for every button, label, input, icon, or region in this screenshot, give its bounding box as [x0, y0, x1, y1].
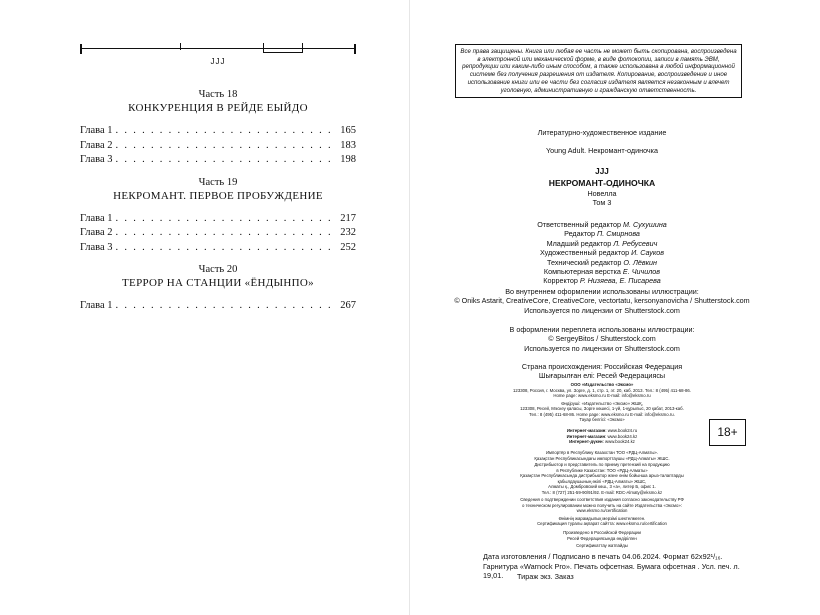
- author-name: JJJ: [595, 167, 609, 176]
- staff-line: Художественный редактор И. Сауков: [539, 248, 664, 258]
- book-subtitle: Новелла: [587, 189, 617, 198]
- distributor-info: Импортёр в Республику Казахстан ТОО «РДЦ-Алматы». Қазақстан Республикасындағы импорттаушы «РДЦ-Алматы» ЖШС. Дистрибьютор и представитель по приему претензий на продукцию в Республике Казахстан: ТОО «РДЦ-Алматы» Қазақстан Республикасында дистрибьютор және өнім бойынша арыз-талаптарды қабылдаушының өкілі «РДЦ-Алматы» ЖШС, Алматы қ., Домбровский көш., 3 «а», литер Б, офис 1. Тел.: 8 (727) 251-59-90/91/92. E-mail: RDC-Almaty@eksmo.kz: [520, 450, 684, 495]
- dot-leader: [116, 241, 338, 256]
- page-number: 198: [340, 154, 356, 165]
- staff-line: Младший редактор Л. Ребусевич: [546, 238, 658, 248]
- staff-line: Редактор П. Смирнова: [564, 229, 640, 239]
- staff-line: Ответственный редактор М. Сухушина: [537, 220, 667, 229]
- part-number: Часть 20: [198, 264, 238, 275]
- book-title: НЕКРОМАНТ-ОДИНОЧКА: [548, 178, 656, 188]
- dot-leader: [116, 153, 338, 168]
- chapter-label: Глава 1: [80, 125, 113, 136]
- toc-part: [80, 263, 356, 314]
- part-title: ТЕРРОР НА СТАНЦИИ «ЁНДЫНПО»: [122, 277, 314, 289]
- copyright-notice: Все права защищены. Книга или любая ее часть не может быть скопирована, воспроизведена в электронной или механической форме, в виде фотокопии, записи в память ЭВМ, репродукции или каким-либо иным способом, а также использована в любой информационной системе без получения разрешения от издателя. Копирование, воспроизведение и иное использование книги или ее части без согласия издателя является незаконным и влечет уголовную, административную и гражданскую ответственность.: [455, 44, 742, 98]
- staff-line: Компьютерная верстка Е. Чичилов: [543, 267, 661, 277]
- chapter-label: Глава 1: [80, 300, 113, 311]
- toc-entry[interactable]: [80, 299, 356, 314]
- certification-info: Сведения о подтверждении соответствия издания согласно законодательству РФ о техническом регулировании можно получить на сайте Издательства «Эксмо»: www.eksmo.ru/certification Өнімнің жарамдылық мерзімі шектелмеген. Сертификация туралы ақпарат сайтта: www.eksmo.ru/certification: [520, 497, 684, 526]
- online-shops: Интернет-магазин: www.book24.ru Интернет-магазин: www.book24.kz Интернет-дүкен: www.book24.kz: [566, 428, 638, 444]
- toc-part: [80, 176, 356, 256]
- toc-part: [80, 88, 356, 168]
- chapter-label: Глава 2: [80, 139, 113, 151]
- book-gutter: [409, 0, 410, 615]
- part-number: Часть 18: [198, 89, 238, 100]
- print-info-typeface: Гарнитура «Warnock Pro». Печать офсетная. Бумага офсетная . Усл. печ. л. 19,01.: [483, 562, 740, 581]
- genre-line: Литературно-художественное издание: [537, 128, 667, 137]
- publisher-info: ООО «Издательство «Эксмо» 123308, Россия, г. Москва, ул. Зорге, д. 1, стр. 1, эт. 20, каб. 2013. Тел.: 8 (495) 411-68-86. Home page: www.eksmo.ru E-mail: info@eksmo.ru Өндіруші: «Издательство «Эксмо» ЖШҚ, 123308, Ресей, Мәскеу қаласы, Зорге көшесі, 1-үй, 1-құрылыс, 20 қабат, 2013-каб. Тел.: 8 (495) 411-68-86. Home page: www.eksmo.ru E-mail: info@eksmo.ru. Тауар белгісі: «Эксмо»: [513, 382, 691, 422]
- toc-entry[interactable]: [80, 139, 356, 154]
- chapter-label: Глава 1: [80, 212, 113, 224]
- dot-leader: [116, 226, 338, 241]
- toc-entry[interactable]: [80, 124, 356, 139]
- print-info-run: Тираж экз. Заказ: [517, 572, 574, 581]
- toc-entry[interactable]: [80, 212, 356, 227]
- page-number: 183: [340, 139, 356, 151]
- header-ornament: [80, 44, 356, 58]
- page-number: 217: [340, 212, 356, 224]
- book-volume: Том 3: [592, 198, 612, 208]
- chapter-label: Глава 3: [80, 154, 113, 165]
- dot-leader: [116, 212, 338, 227]
- title-block: [452, 166, 752, 208]
- toc-entry[interactable]: [80, 241, 356, 256]
- origin-country: Страна происхождения: Российская Федерация Шығарылған елі: Ресей Федерациясы: [521, 362, 683, 381]
- dot-leader: [116, 299, 338, 314]
- staff-line: Корректор Р. Низяева, Е. Писарева: [543, 276, 661, 286]
- dot-leader: [116, 124, 338, 139]
- series-line: Young Adult. Некромант-одиночка: [546, 146, 658, 155]
- staff-line: Технический редактор О. Лёвкин: [547, 257, 657, 267]
- toc-entry[interactable]: [80, 226, 356, 241]
- page-number: 267: [340, 300, 356, 311]
- chapter-label: Глава 2: [80, 227, 113, 238]
- illustrations-inner: Во внутреннем оформлении использованы иллюстрации: © Oniks Astarit, CreativeCore, CreativeCore, vectortatu, kersonyanovicha / Shutterstock.com Используется по лицензии от Shutterstock.com: [454, 287, 750, 315]
- part-number: Часть 19: [198, 176, 238, 188]
- table-of-contents: [80, 88, 356, 314]
- production-info: Произведено в Российской Федерации Ресей Федерациясында өндірілген Сертификаттау жатпайды: [563, 530, 641, 548]
- page-number: 252: [340, 241, 356, 253]
- dot-leader: [116, 139, 338, 154]
- page-number: 232: [340, 227, 356, 238]
- running-head: JJJ: [210, 57, 226, 66]
- toc-entry[interactable]: [80, 153, 356, 168]
- part-title: НЕКРОМАНТ. ПЕРВОЕ ПРОБУЖДЕНИЕ: [113, 189, 323, 202]
- part-title: КОНКУРЕНЦИЯ В РЕЙДЕ ЕЫЙДО: [128, 102, 308, 114]
- staff-list: [452, 220, 752, 286]
- page-number: 165: [340, 125, 356, 136]
- illustrations-cover: В оформлении переплета использованы иллюстрации: © SergeyBitos / Shutterstock.com Используется по лицензии от Shutterstock.com: [509, 325, 695, 353]
- print-info-date: Дата изготовления / Подписано в печать 04.06.2024. Формат 62x92¹/₁₆.: [483, 552, 723, 561]
- chapter-label: Глава 3: [80, 241, 113, 253]
- age-rating-badge: 18+: [709, 419, 746, 446]
